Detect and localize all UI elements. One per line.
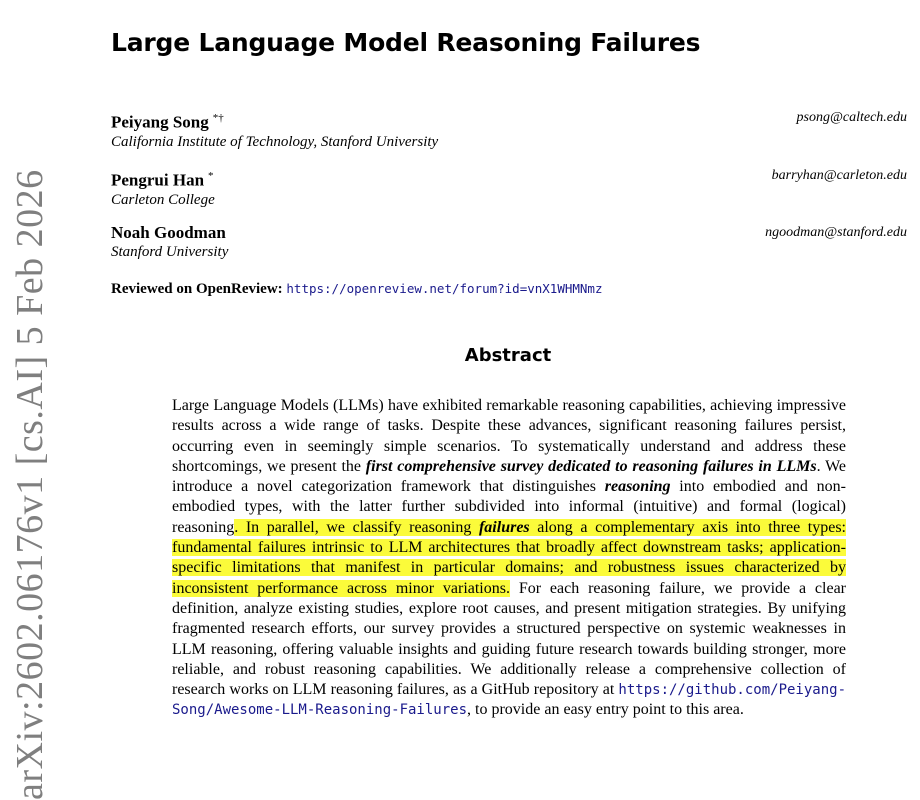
author-name: Peiyang Song xyxy=(111,112,209,132)
author-affiliation: Stanford University xyxy=(111,244,229,260)
author-email[interactable]: ngoodman@stanford.edu xyxy=(765,225,907,240)
abstract-segment: into embodied and non-embodied types, with the latter further subdivided into informal (intuitive) and formal (logical) reasoning xyxy=(172,478,846,536)
paper-title: Large Language Model Reasoning Failures xyxy=(111,28,701,57)
openreview-link[interactable]: https://openreview.net/forum?id=vnX1WHMNmz xyxy=(286,281,603,296)
author-affiliation: California Institute of Technology, Stanford University xyxy=(111,133,439,150)
abstract-segment: , to provide an easy entry point to this area. xyxy=(467,701,744,719)
abstract-segment: . In parallel, we classify reasoning xyxy=(234,518,479,536)
openreview-line xyxy=(111,281,602,298)
author-block xyxy=(111,166,907,210)
abstract-segment: . We introduce a novel categorization framework that distinguishes xyxy=(172,457,847,496)
arxiv-identifier: arXiv:2602.06176v1 [cs.AI] 5 Feb 2026 xyxy=(9,169,51,800)
author-block xyxy=(111,108,907,152)
openreview-label: Reviewed on OpenReview: xyxy=(111,281,283,297)
author-name: Pengrui Han xyxy=(111,170,205,190)
abstract-segment: For each reasoning failure, we provide a clear definition, analyze existing studies, explore root causes, and present mitigation strategies. By unifying fragmented research efforts, our survey provides a structured perspective on systemic weaknesses in LLM reasoning, offering valuable insights and guiding future research towards building stronger, more reliable, and robust reasoning capabilities. We additionally release a comprehensive collection of research works on LLM reasoning failures, as a GitHub repository at xyxy=(172,579,846,699)
abstract-heading: Abstract xyxy=(464,345,552,366)
github-repo-link[interactable]: https://github.com/Peiyang-Song/Awesome-LLM-Reasoning-Failures xyxy=(172,682,846,719)
author-email[interactable]: psong@caltech.edu xyxy=(796,110,907,125)
abstract-emphasis: failures xyxy=(478,518,530,536)
author-name: Noah Goodman xyxy=(111,223,226,242)
abstract-segment: Large Language Models (LLMs) have exhibited remarkable reasoning capabilities, achieving impressive results across a wide range of tasks. Despite these advances, significant reasoning failures persist, occurring even in seemingly simple scenarios. To systematically understand and address these shortcomings, we present the xyxy=(172,397,846,475)
abstract-text xyxy=(172,396,846,721)
abstract-segment: along a complementary axis into three types: fundamental failures intrinsic to LLM architectures that broadly affect downstream tasks; application-specific limitations that manifest in particular domains; and robustness issues characterized by inconsistent performance across minor variations. xyxy=(172,518,847,597)
author-marks: *† xyxy=(212,112,224,124)
abstract-emphasis: reasoning xyxy=(604,478,671,496)
abstract-emphasis: first comprehensive survey dedicated to reasoning failures in LLMs xyxy=(365,457,817,475)
author-block xyxy=(111,223,907,262)
author-affiliation: Carleton College xyxy=(111,191,215,208)
author-email[interactable]: barryhan@carleton.edu xyxy=(771,168,907,183)
author-marks: * xyxy=(208,170,214,182)
